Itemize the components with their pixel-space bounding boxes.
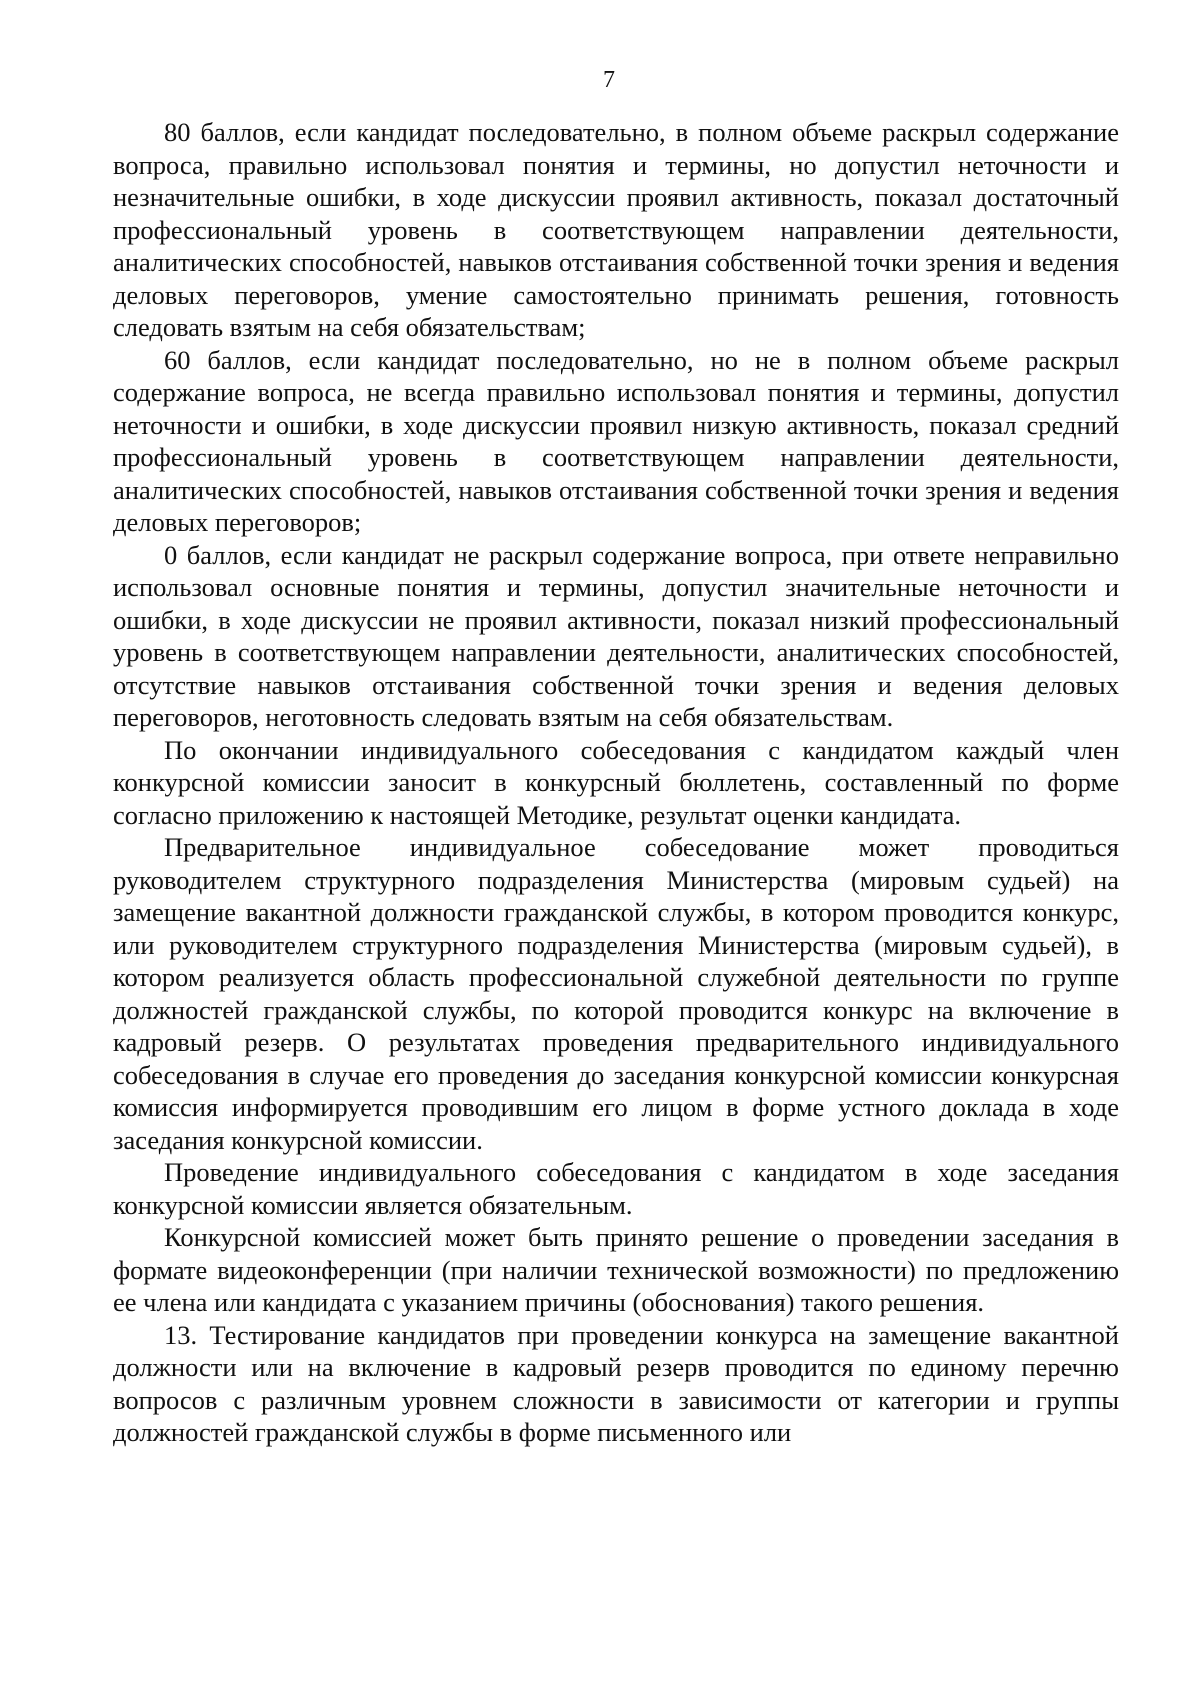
paragraph-score-0: 0 баллов, если кандидат не раскрыл содержание вопроса, при ответе неправильно использовал основные понятия и термины, допустил значительные неточности и ошибки, в ходе дискуссии не проявил активности, показал низкий профессиональный уровень в соответствующем направлении деятельности, аналитических способностей, отсутствие навыков отстаивания собственной точки зрения и ведения деловых переговоров, неготовность следовать взятым на себя обязательствам. xyxy=(113,539,1119,732)
document-body xyxy=(113,116,1119,1449)
paragraph-score-80: 80 баллов, если кандидат последовательно, в полном объеме раскрыл содержание вопроса, правильно использовал понятия и термины, но допустил неточности и незначительные ошибки, в ходе дискуссии проявил активность, показал достаточный профессиональный уровень в соответствующем направлении деятельности, аналитических способностей, навыков отстаивания собственной точки зрения и ведения деловых переговоров, умение самостоятельно принимать решения, готовность следовать взятым на себя обязательствам; xyxy=(113,117,1119,342)
paragraph-preliminary-interview: Предварительное индивидуальное собеседование может проводиться руководителем структурного подразделения Министерства (мировым судьей) на замещение вакантной должности гражданской службы, в котором проводится конкурс, или руководителем структурного подразделения Министерства (мировым судьей), в котором реализуется область профессиональной служебной деятельности по группе должностей гражданской службы, по которой проводится конкурс на включение в кадровый резерв. О результатах проведения предварительного индивидуального собеседования в случае его проведения до заседания конкурсной комиссии конкурсная комиссия информируется проводившим его лицом в форме устного доклада в ходе заседания конкурсной комиссии. xyxy=(113,832,1119,1155)
paragraph-item-13-testing: 13. Тестирование кандидатов при проведении конкурса на замещение вакантной должности или на включение в кадровый резерв проводится по единому перечню вопросов с различным уровнем сложности в зависимости от категории и группы должностей гражданской службы в форме письменного или xyxy=(113,1319,1119,1447)
page-number: 7 xyxy=(603,67,615,93)
paragraph-videoconference: Конкурсной комиссией может быть принято решение о проведении заседания в формате видеоконференции (при наличии технической возможности) по предложению ее члена или кандидата с указанием причины (обоснования) такого решения. xyxy=(113,1222,1119,1317)
paragraph-interview-mandatory: Проведение индивидуального собеседования с кандидатом в ходе заседания конкурсной комиссии является обязательным. xyxy=(113,1157,1119,1220)
paragraph-score-60: 60 баллов, если кандидат последовательно, но не в полном объеме раскрыл содержание вопроса, не всегда правильно использовал понятия и термины, допустил неточности и ошибки, в ходе дискуссии проявил низкую активность, показал средний профессиональный уровень в соответствующем направлении деятельности, аналитических способностей, навыков отстаивания собственной точки зрения и ведения деловых переговоров; xyxy=(113,344,1119,537)
paragraph-ballot-entry: По окончании индивидуального собеседования с кандидатом каждый член конкурсной комиссии заносит в конкурсный бюллетень, составленный по форме согласно приложению к настоящей Методике, результат оценки кандидата. xyxy=(113,734,1119,830)
